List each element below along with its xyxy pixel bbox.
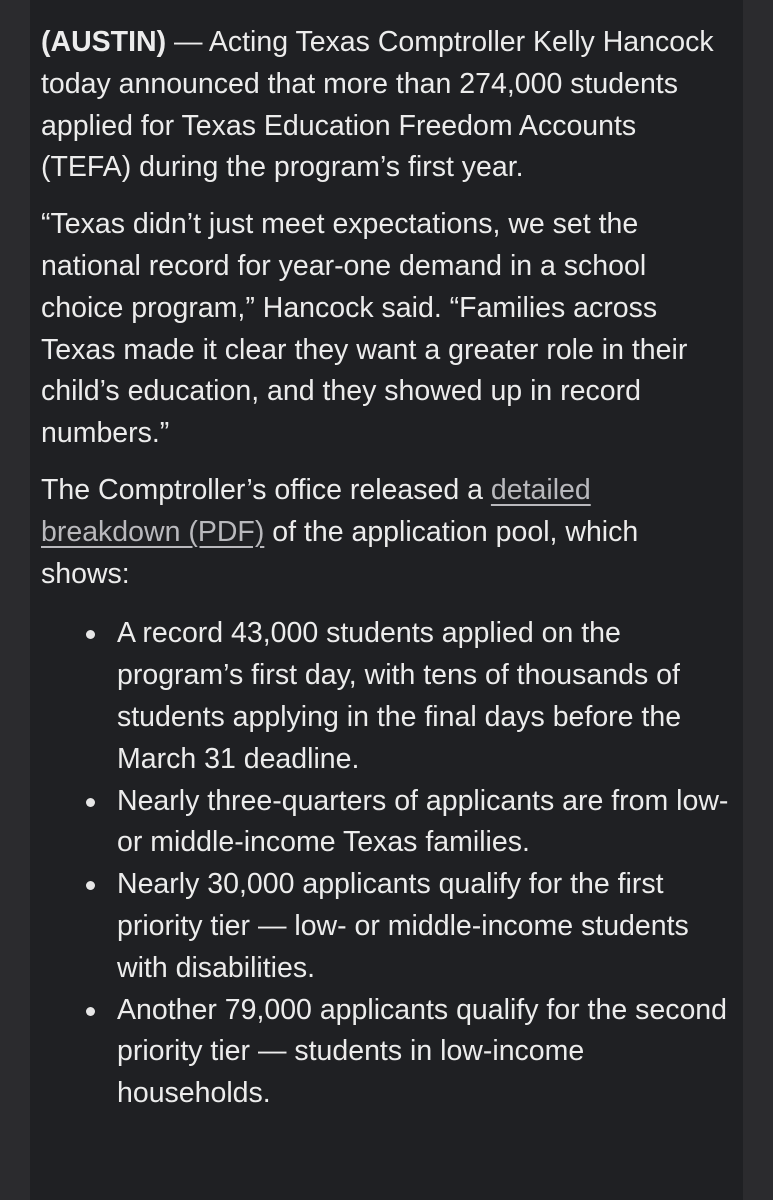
list-item	[117, 990, 737, 1115]
list-item	[117, 613, 737, 780]
paragraph-breakdown	[41, 470, 731, 595]
list-item	[117, 864, 737, 989]
list-item-text: Nearly three-quarters of applicants are from low- or middle-income Texas families.	[117, 784, 729, 859]
bullet-dot-icon	[86, 798, 95, 807]
list-item-text: A record 43,000 students applied on the program’s first day, with tens of thousands of students applying in the final days before the March 31 deadline.	[117, 617, 682, 775]
list-item-text: Nearly 30,000 applicants qualify for the first priority tier — low- or middle-income students with disabilities.	[117, 868, 689, 984]
article-body	[30, 0, 743, 1200]
dateline: (AUSTIN)	[41, 26, 167, 58]
paragraph-quote: “Texas didn’t just meet expectations, we set the national record for year-one demand in a school choice program,” Hancock said. “Families across Texas made it clear they want a greater role in their child’s education, and they showed up in record numbers.”	[41, 208, 688, 450]
list-item-text: Another 79,000 applicants qualify for the second priority tier — students in low-income households.	[117, 993, 727, 1110]
detailed-breakdown-pdf-link[interactable]: detailed breakdown (PDF)	[41, 473, 591, 548]
findings-list	[41, 613, 743, 1115]
bullet-dot-icon	[86, 630, 95, 639]
breakdown-text-after: of the application pool, which shows:	[41, 515, 639, 590]
list-item	[117, 781, 737, 865]
bullet-dot-icon	[86, 1007, 95, 1016]
bullet-dot-icon	[86, 881, 95, 890]
breakdown-text-before: The Comptroller’s office released a	[41, 473, 491, 506]
intro-text: — Acting Texas Comptroller Kelly Hancock today announced that more than 274,000 students applied for Texas Education Freedom Accounts (TEFA) during the program’s first year.	[41, 26, 714, 184]
paragraph-intro	[41, 22, 731, 189]
